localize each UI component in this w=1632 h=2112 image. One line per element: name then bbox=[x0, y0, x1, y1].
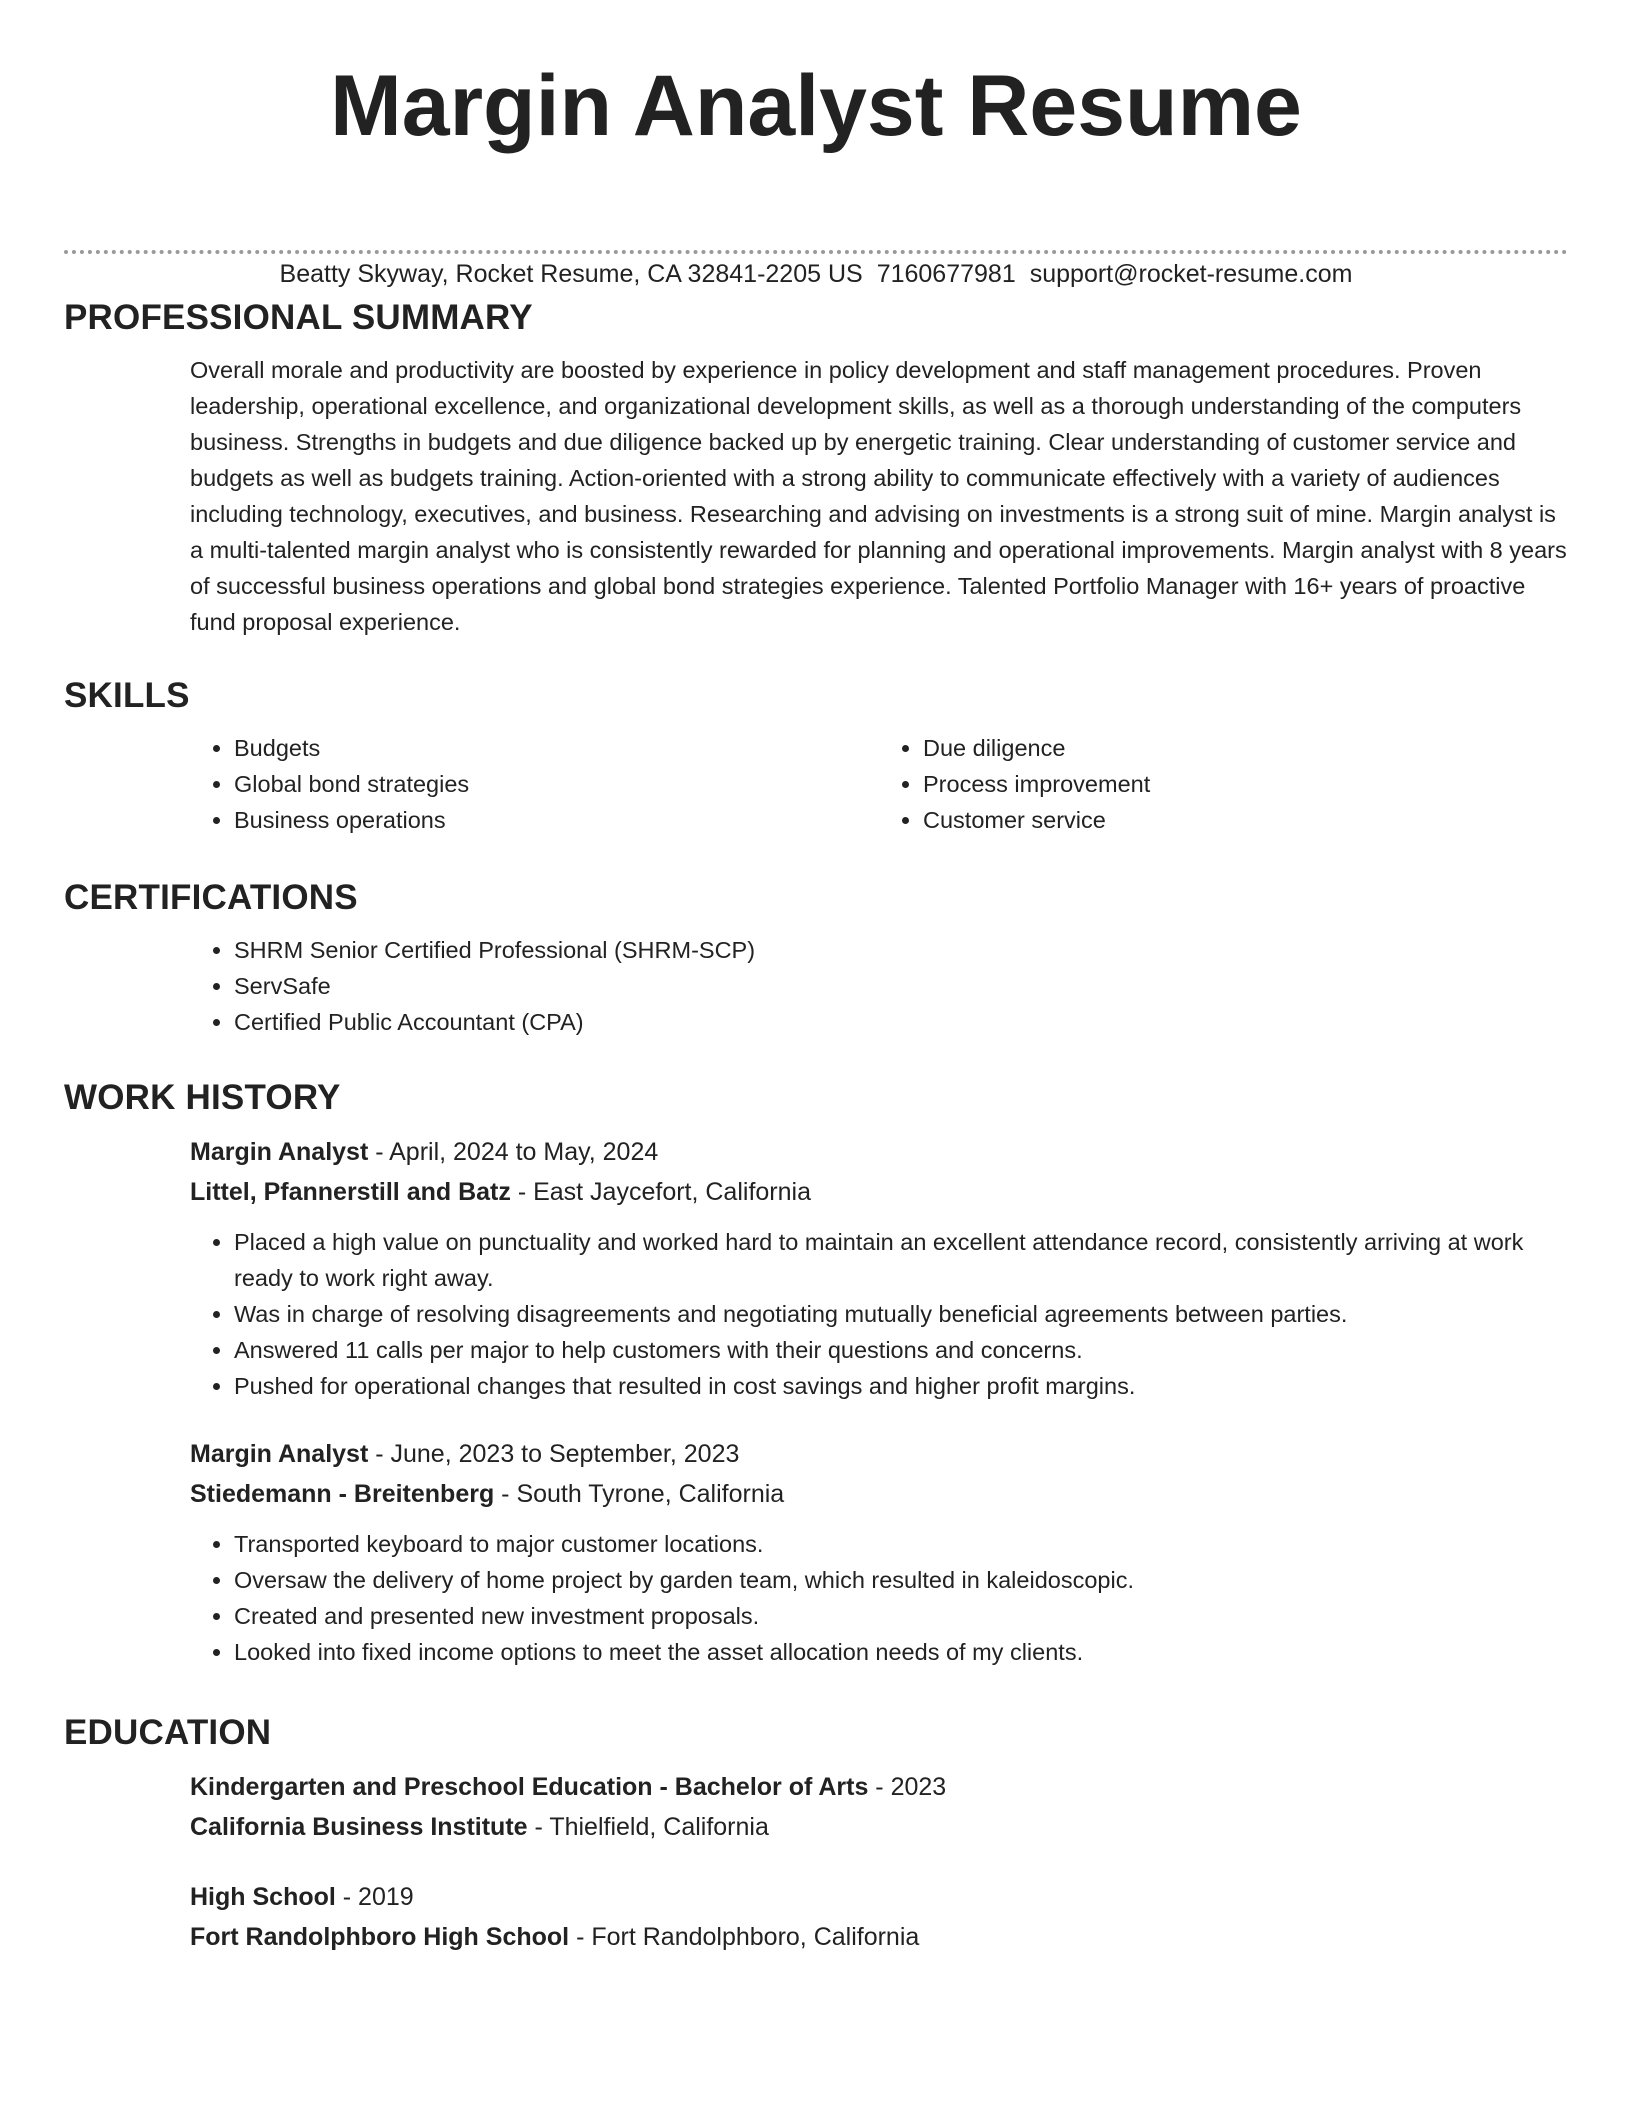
job-bullets bbox=[190, 1526, 1568, 1670]
work-history-section bbox=[64, 1076, 1568, 1670]
job-bullets bbox=[190, 1224, 1568, 1404]
job-company: Littel, Pfannerstill and Batz bbox=[190, 1178, 511, 1206]
summary-text: Overall morale and productivity are boosted by experience in policy development and staff management procedures. Proven leadership, operational excellence, and organizational development skills, as well as a thorough understanding of the computers business. Strengths in budgets and due diligence backed up by energetic training. Clear understanding of customer service and budgets as well as budgets training. Action-oriented with a strong ability to communicate effectively with a variety of audiences including technology, executives, and business. Researching and advising on investments is a strong suit of mine. Margin analyst is a multi-talented margin analyst who is consistently rewarded for planning and operational improvements. Margin analyst with 8 years of successful business operations and global bond strategies experience. Talented Portfolio Manager with 16+ years of proactive fund proposal experience. bbox=[190, 357, 1567, 635]
education-school: Fort Randolphboro High School bbox=[190, 1923, 570, 1951]
certification-item: • ServSafe bbox=[234, 968, 1568, 1004]
skill-item: • Budgets bbox=[234, 730, 879, 766]
job-bullet: • Transported keyboard to major customer locations. bbox=[234, 1526, 1568, 1562]
job-entry bbox=[190, 1132, 1568, 1404]
education-degree-line bbox=[190, 1767, 1568, 1807]
contact-email: support@rocket-resume.com bbox=[1029, 260, 1353, 288]
job-title: Margin Analyst bbox=[190, 1440, 369, 1468]
work-history-heading: WORK HISTORY bbox=[64, 1078, 341, 1117]
education-degree: High School bbox=[190, 1883, 336, 1911]
education-heading: EDUCATION bbox=[64, 1713, 272, 1752]
skills-grid bbox=[190, 730, 1568, 838]
education-school-line bbox=[190, 1807, 1568, 1847]
education-section bbox=[64, 1711, 1568, 1957]
skill-item: • Process improvement bbox=[923, 766, 1568, 802]
skill-item: • Business operations bbox=[234, 802, 879, 838]
contact-line bbox=[0, 254, 1632, 294]
job-title: Margin Analyst bbox=[190, 1138, 369, 1166]
contact-phone: 7160677981 bbox=[876, 260, 1016, 288]
education-year: - 2019 bbox=[335, 1883, 414, 1911]
skills-section bbox=[64, 674, 1568, 838]
contact-address: Beatty Skyway, Rocket Resume, CA 32841-2205 US bbox=[279, 260, 863, 288]
job-bullet: • Answered 11 calls per major to help customers with their questions and concerns. bbox=[234, 1332, 1568, 1368]
skills-list-right bbox=[879, 730, 1568, 838]
skill-item: • Customer service bbox=[923, 802, 1568, 838]
job-bullet: • Placed a high value on punctuality and worked hard to maintain an excellent attendance record, consistently arriving at work ready to work right away. bbox=[234, 1224, 1568, 1296]
education-entry bbox=[190, 1877, 1568, 1957]
education-school: California Business Institute bbox=[190, 1813, 528, 1841]
job-location: - South Tyrone, California bbox=[494, 1480, 785, 1508]
summary-section bbox=[64, 296, 1568, 640]
job-bullet: • Created and presented new investment proposals. bbox=[234, 1598, 1568, 1634]
job-entry bbox=[190, 1434, 1568, 1670]
education-school-line bbox=[190, 1917, 1568, 1957]
skills-list-left bbox=[190, 730, 879, 838]
skill-item: • Global bond strategies bbox=[234, 766, 879, 802]
education-location: - Thielfield, California bbox=[527, 1813, 769, 1841]
job-company: Stiedemann - Breitenberg bbox=[190, 1480, 495, 1508]
job-company-line bbox=[190, 1474, 1568, 1514]
page-title: Margin Analyst Resume bbox=[330, 58, 1302, 154]
education-entry bbox=[190, 1767, 1568, 1847]
job-bullet: • Was in charge of resolving disagreements and negotiating mutually beneficial agreements between parties. bbox=[234, 1296, 1568, 1332]
job-location: - East Jaycefort, California bbox=[510, 1178, 811, 1206]
education-year: - 2023 bbox=[868, 1773, 947, 1801]
certifications-heading: CERTIFICATIONS bbox=[64, 878, 358, 917]
summary-heading: PROFESSIONAL SUMMARY bbox=[64, 298, 533, 337]
job-company-line bbox=[190, 1172, 1568, 1212]
certifications-section bbox=[64, 876, 1568, 1040]
job-bullet: • Oversaw the delivery of home project by garden team, which resulted in kaleidoscopic. bbox=[234, 1562, 1568, 1598]
job-title-line bbox=[190, 1132, 1568, 1172]
certifications-list-wrap bbox=[190, 932, 1568, 1040]
certification-item: • Certified Public Accountant (CPA) bbox=[234, 1004, 1568, 1040]
job-bullet: • Pushed for operational changes that resulted in cost savings and higher profit margins. bbox=[234, 1368, 1568, 1404]
skill-item: • Due diligence bbox=[923, 730, 1568, 766]
education-degree: Kindergarten and Preschool Education - Bachelor of Arts bbox=[190, 1773, 869, 1801]
certification-item: • SHRM Senior Certified Professional (SHRM-SCP) bbox=[234, 932, 1568, 968]
job-bullet: • Looked into fixed income options to meet the asset allocation needs of my clients. bbox=[234, 1634, 1568, 1670]
job-dates: - June, 2023 to September, 2023 bbox=[368, 1440, 740, 1468]
job-dates: - April, 2024 to May, 2024 bbox=[368, 1138, 659, 1166]
certifications-list bbox=[190, 932, 1568, 1040]
job-title-line bbox=[190, 1434, 1568, 1474]
education-degree-line bbox=[190, 1877, 1568, 1917]
header-divider bbox=[64, 250, 1568, 254]
skills-heading: SKILLS bbox=[64, 676, 190, 715]
education-location: - Fort Randolphboro, California bbox=[569, 1923, 920, 1951]
